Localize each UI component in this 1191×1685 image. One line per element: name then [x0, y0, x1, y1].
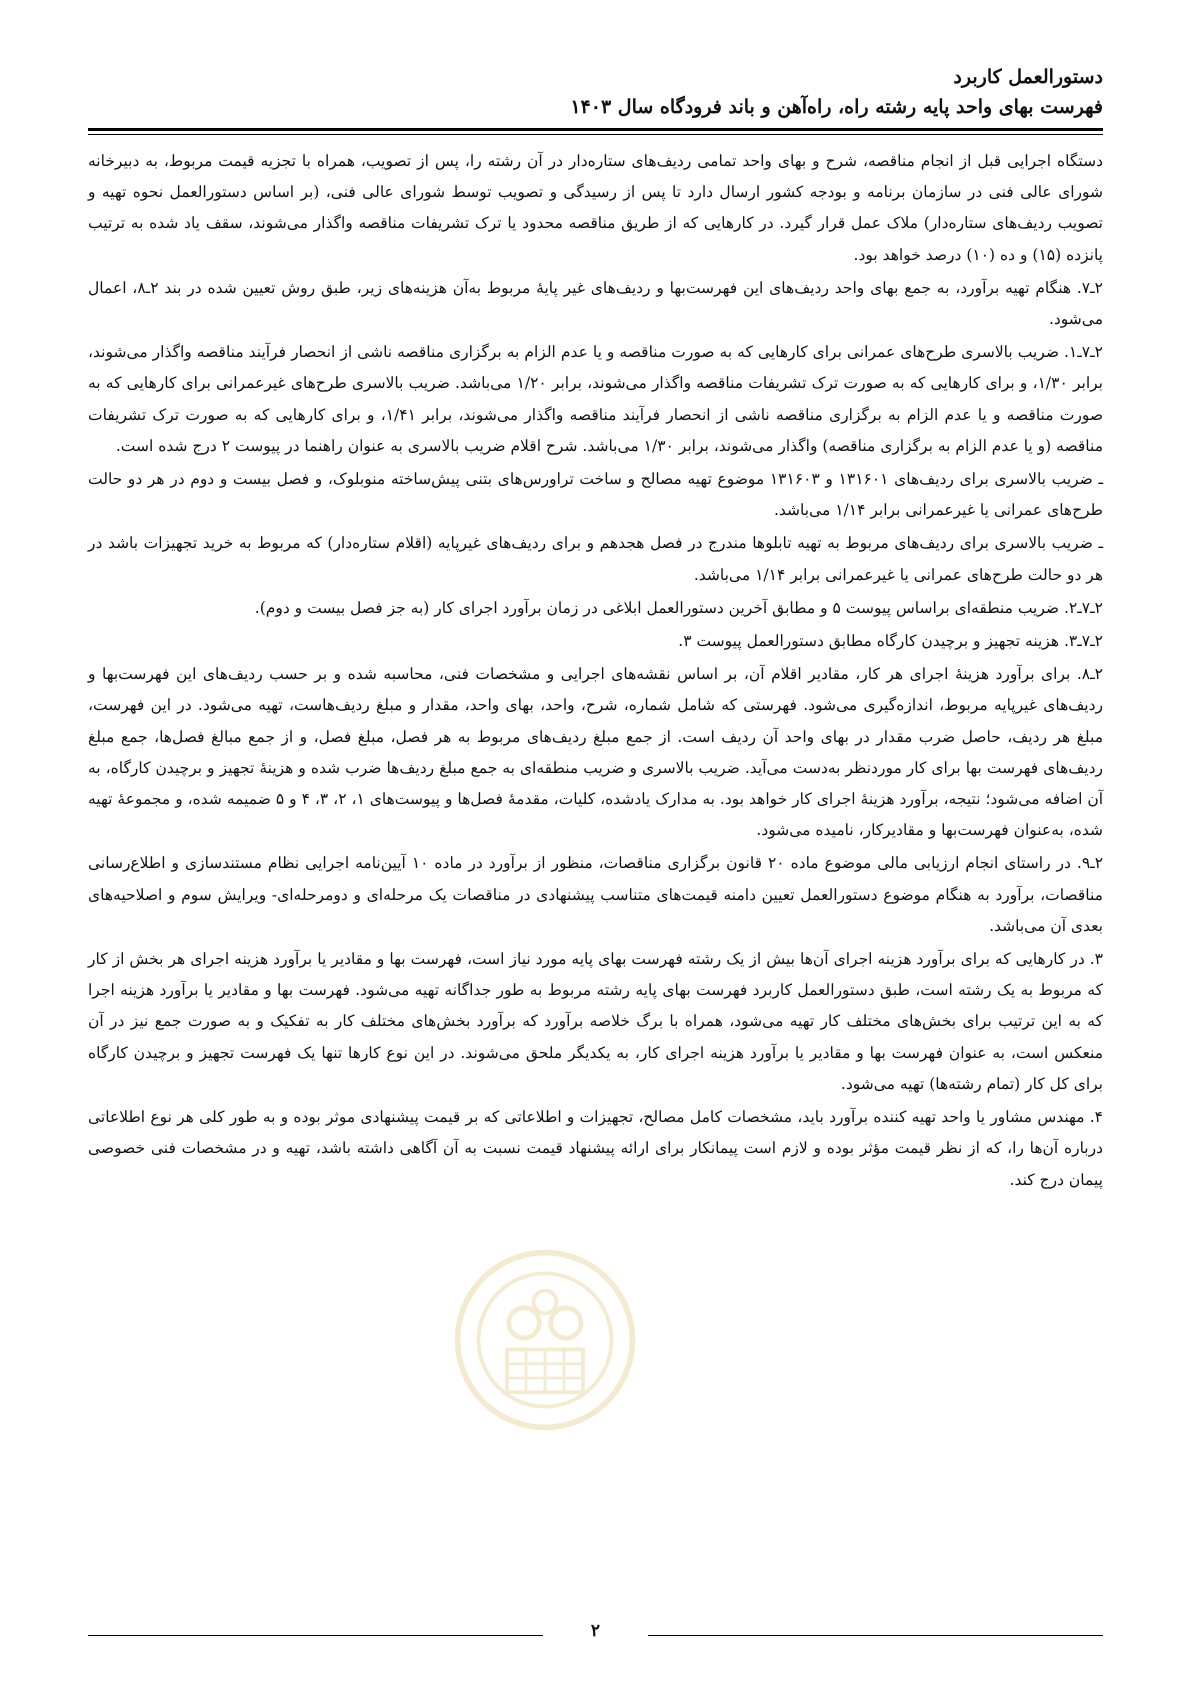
paragraph: ـ ضریب بالاسری برای ردیف‌های ۱۳۱۶۰۱ و ۱۳۱۶۰۳ موضوع تهیه مصالح و ساخت تراورس‌های بتنی پیش‌ساخته منوبلوک، و فصل بیست و دوم در هر دو حالت طرح‌های عمرانی یا غیرعمرانی برابر ۱/۱۴ می‌باشد.: [88, 470, 1104, 520]
document-subtitle: فهرست بهای واحد پایه رشته راه، راه‌آهن و باند فرودگاه سال ۱۴۰۳: [570, 96, 1103, 118]
paragraph: ۲ـ۷ـ۳. هزینه تجهیز و برچیدن کارگاه مطابق دستورالعمل پیوست ۳.: [678, 632, 1103, 651]
page-header: [88, 62, 1103, 122]
paragraph: ۲ـ۷. هنگام تهیه برآورد، به جمع بهای واحد ردیف‌های این فهرست‌بها و ردیف‌های غیر پایهٔ مربوط به‌آن هزینه‌های زیر، طبق روش تعیین شده در بند ۲ـ۸، اعمال می‌شود.: [88, 278, 1103, 329]
footer-rule-right: [648, 1635, 1103, 1636]
paragraph: ۲ـ۹. در راستای انجام ارزیابی مالی موضوع ماده ۲۰ قانون برگزاری مناقصات، منظور از برآورد در ماده ۱۰ آیین‌نامه اجرایی نظام مستندسازی و اطلاع‌رسانی مناقصات، برآورد به هنگام موضوع دستورالعمل تعیین دامنه قیمت‌های متناسب پیشنهادی در مناقصات یک مرحله‌ای و دومرحله‌ای- ویرایش سوم و اصلاحیه‌های بعدی آن می‌باشد.: [88, 854, 1104, 935]
paragraph: ۲ـ۸. برای برآورد هزینهٔ اجرای هر کار، مقادیر اقلام آن، بر اساس نقشه‌های اجرایی و مشخصات فنی، محاسبه شده و بر حسب ردیف‌های این فهرست‌بها و ردیف‌های غیرپایه مربوط، اندازه‌گیری می‌شود. فهرستی که شامل شماره، شرح، واحد، بهای واحد، مقدار و مبلغ ردیف‌هاست، تهیه می‌شود. در این فهرست، مبلغ هر ردیف، حاصل ضرب مقدار در بهای واحد آن ردیف است. از جمع مبلغ ردیف‌های مربوط به هر فصل، مبلغ فصل، و از جمع مبالغ فصل‌ها، جمع مبلغ ردیف‌های فهرست بها برای کار موردنظر به‌دست می‌آید. ضریب بالاسری و ضریب منطقه‌ای به جمع مبلغ ردیف‌ها ضرب شده و هزینهٔ تجهیز و برچیدن کارگاه، به آن اضافه می‌شود؛ نتیجه، برآورد هزینهٔ اجرای کار خواهد بود. به مدارک یادشده، کلیات، مقدمهٔ فصل‌ها و پیوست‌های ۱، ۲، ۳، ۴ و ۵ ضمیمه شده، و مجموعهٔ تهیه شده، به‌عنوان فهرست‌بها و مقادیرکار، نامیده می‌شود.: [88, 665, 1104, 840]
paragraph: ۴. مهندس مشاور یا واحد تهیه کننده برآورد باید، مشخصات کامل مصالح، تجهیزات و اطلاعاتی که بر قیمت پیشنهادی موثر بوده و به طور کلی هر نوع اطلاعاتی درباره آن‌ها را، که از نظر قیمت مؤثر بوده و لازم است پیمانکار برای ارائه پیشنهاد قیمت نسبت به آن آگاهی داشته باشد، تهیه و در مشخصات فنی خصوصی پیمان درج کند.: [88, 1108, 1103, 1189]
document-title: دستورالعمل کاربرد: [953, 66, 1103, 88]
paragraph: ۲ـ۷ـ۱. ضریب بالاسری طرح‌های عمرانی برای کارهایی که به صورت مناقصه و یا عدم الزام به برگزاری مناقصه ناشی از انحصار فرآیند مناقصه واگذار می‌شوند، برابر ۱/۳۰، و برای کارهایی که به صورت ترک تشریفات مناقصه واگذار می‌شوند، برابر ۱/۲۰ می‌باشد. ضریب بالاسری طرح‌های غیرعمرانی برای کارهایی که به صورت مناقصه و یا عدم الزام به برگزاری مناقصه ناشی از انحصار فرآیند مناقصه واگذار می‌شوند، برابر ۱/۴۱، و برای کارهایی که به صورت ترک تشریفات مناقصه (و یا عدم الزام به برگزاری مناقصه) واگذار می‌شوند، برابر ۱/۳۰ می‌باشد. شرح اقلام ضریب بالاسری به عنوان راهنما در پیوست ۲ درج شده است.: [88, 343, 1104, 455]
document-body: [88, 146, 1103, 1198]
paragraph: ۳. در کارهایی که برای برآورد هزینه اجرای آن‌ها بیش از یک رشته فهرست بهای پایه مورد نیاز است، فهرست بها و مقادیر یا برآورد هزینه اجرای هر بخش از کار که مربوط به یک رشته است، طبق دستورالعمل کاربرد فهرست بهای پایه رشته مربوط به طور جداگانه تهیه می‌شود. فهرست بها و مقادیر یا برآورد هزینه اجرا که به این ترتیب برای بخش‌های مختلف کار تهیه می‌شود، همراه با برگ خلاصه برآورد که برآورد بخش‌های مختلف کار به تفکیک و به صورت جمع نیز در آن منعکس است، به عنوان فهرست بها و مقادیر یا برآورد هزینه اجرای کار، به یکدیگر ملحق می‌شوند. در این نوع کارها تنها یک فهرست تجهیز و برچیدن کارگاه برای کل کار (تمام رشته‌ها) تهیه می‌شود.: [88, 950, 1103, 1093]
page-footer: [88, 1621, 1103, 1651]
page-number: ۲: [590, 1621, 601, 1641]
header-rule-thin: [88, 134, 1103, 135]
watermark-seal-icon: [450, 1245, 640, 1435]
paragraph: دستگاه اجرایی قبل از انجام مناقصه، شرح و بهای واحد تمامی ردیف‌های ستاره‌دار در آن رشته را، پس از تصویب، همراه با تجزیه قیمت مربوط، به دبیرخانه شورای عالی فنی در سازمان برنامه و بودجه کشور ارسال دارد تا پس از رسیدگی و تصویب توسط شورای عالی فنی، (بر اساس دستورالعمل نحوه تهیه و تصویب ردیف‌های ستاره‌دار) ملاک عمل قرار گیرد. در کارهایی که از طریق مناقصه محدود یا ترک تشریفات مناقصه واگذار می‌شوند، سقف یاد شده به ترتیب پانزده (۱۵) و ده (۱۰) درصد خواهد بود.: [88, 152, 1103, 264]
header-rule-thick: [88, 128, 1103, 131]
paragraph: ۲ـ۷ـ۲. ضریب منطقه‌ای براساس پیوست ۵ و مطابق آخرین دستورالعمل ابلاغی در زمان برآورد اجرای کار (به جز فصل بیست و دوم).: [254, 598, 1103, 617]
paragraph: ـ ضریب بالاسری برای ردیف‌های مربوط به تهیه تابلوها مندرج در فصل هجدهم و برای ردیف‌های غیرپایه (اقلام ستاره‌دار) که مربوط به خرید تجهیزات باشد در هر دو حالت طرح‌های عمرانی یا غیرعمرانی برابر ۱/۱۴ می‌باشد.: [88, 534, 1103, 584]
